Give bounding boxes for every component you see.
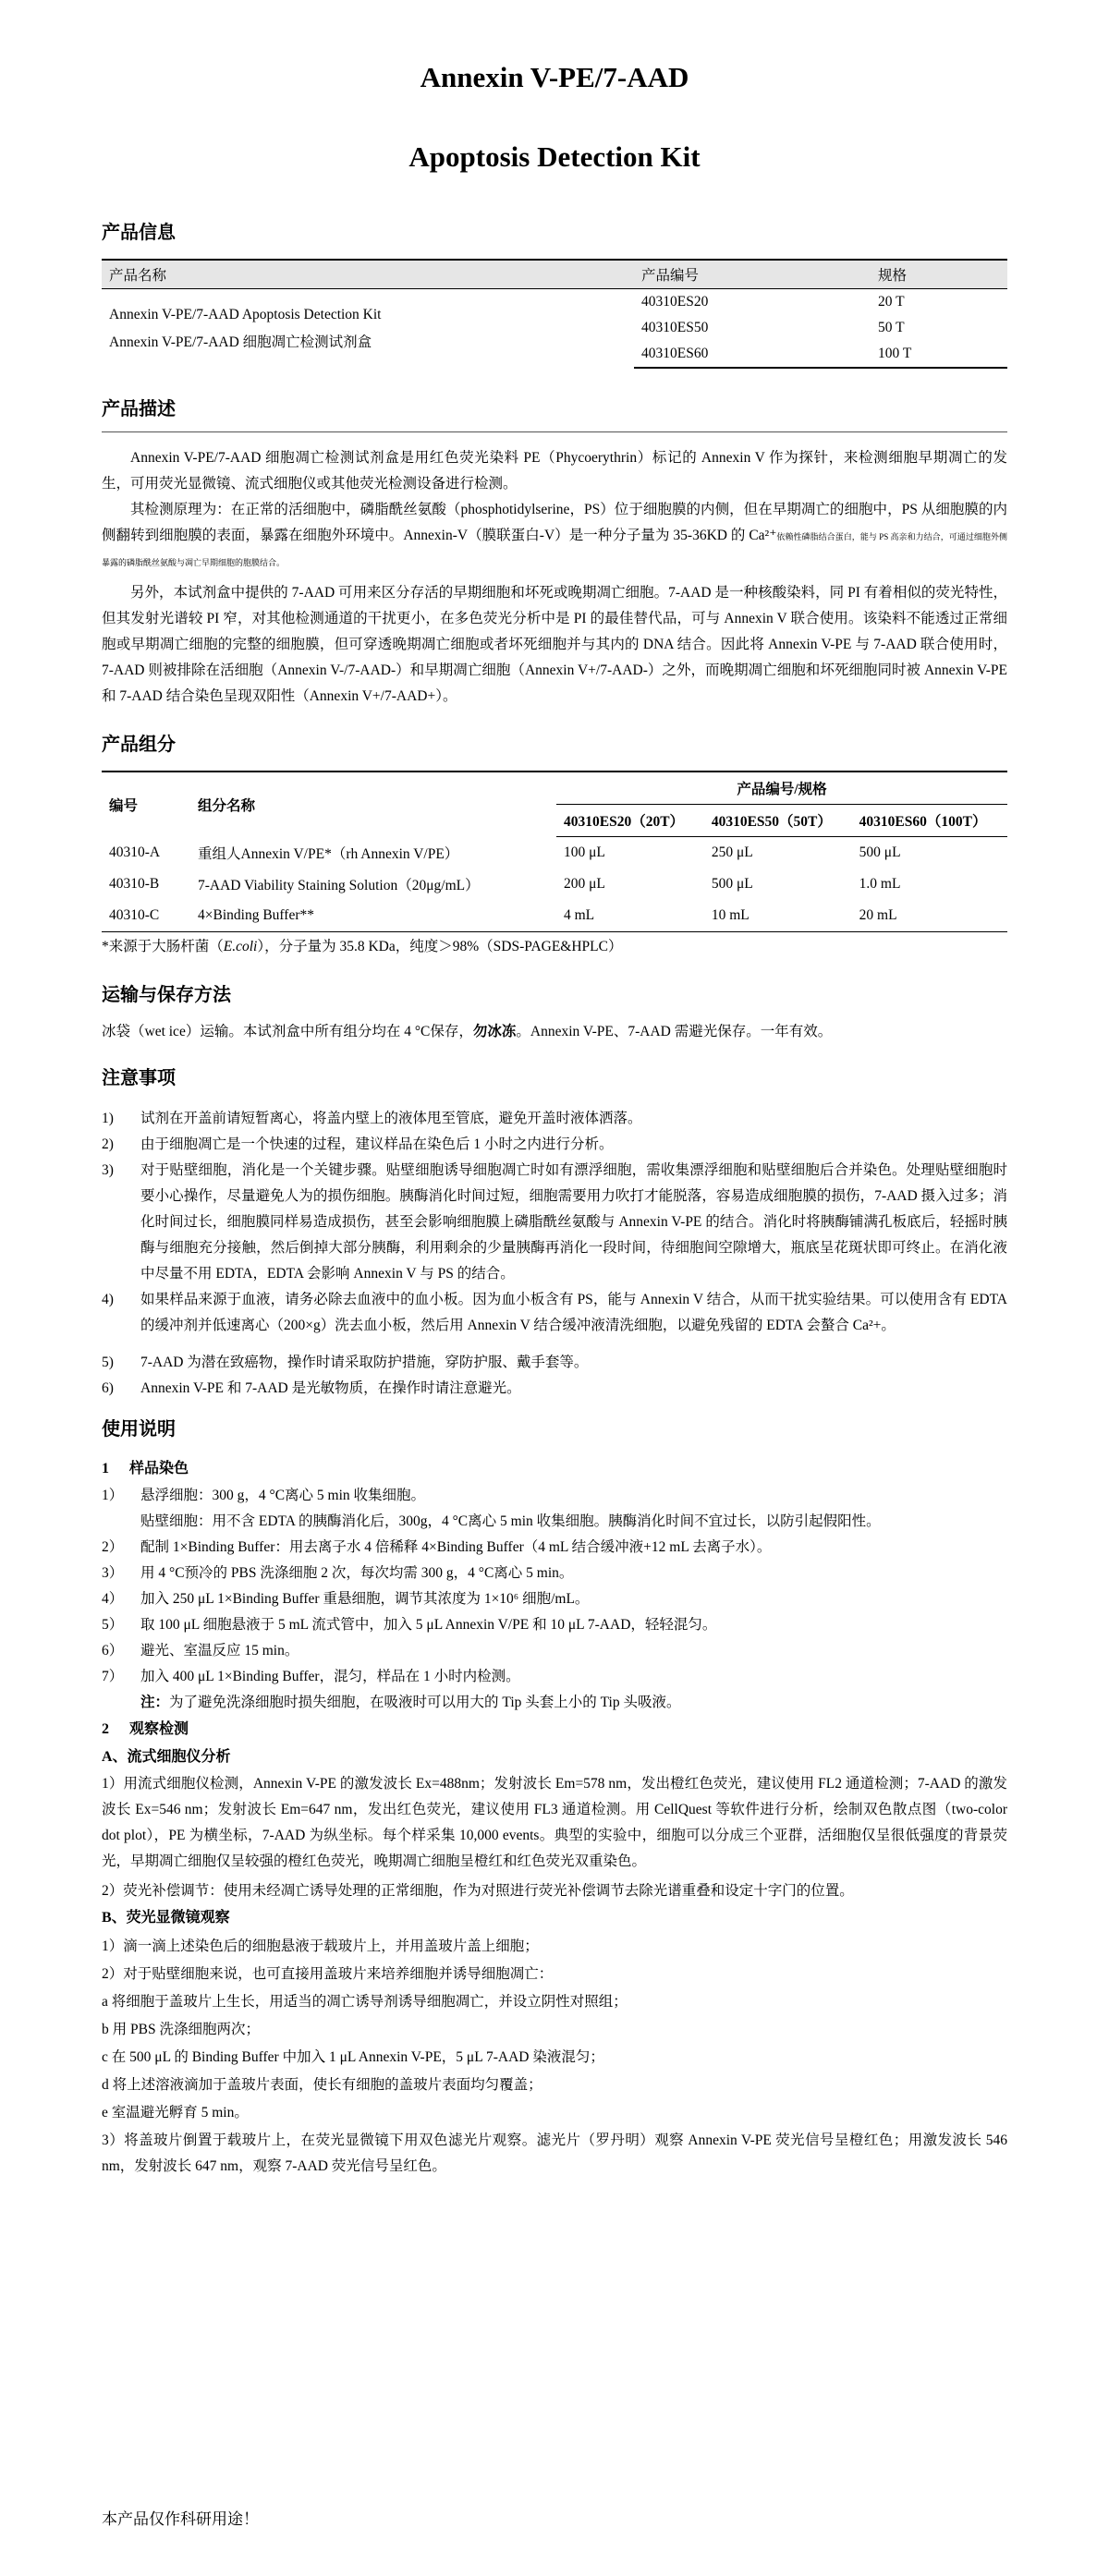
item-number [102, 1509, 140, 1535]
component-volume: 100 μL [564, 844, 605, 860]
component-volume: 500 μL [859, 844, 901, 860]
item-number: 5) [102, 1355, 114, 1370]
header-es20: 40310ES20（20T） [556, 805, 704, 837]
product-spec: 100 T [871, 341, 1007, 368]
item-number: 3) [102, 1162, 114, 1178]
description-p2-text: 其检测原理为：在正常的活细胞中，磷脂酰丝氨酸（phosphotidylserine，PS）位于细胞膜的内侧，但在早期凋亡的细胞中，PS 从细胞膜的内侧翻转到细胞膜的表面，暴露在细胞外环境中。Annexin-V（膜联蛋白-V）是一种分子量为 35-36KD 的 Ca²⁺ [102, 502, 1007, 543]
list-item [102, 1376, 1007, 1402]
step-1-note [102, 1690, 1007, 1716]
heading-description: 产品描述 [102, 396, 1007, 432]
list-item [102, 1158, 1007, 1287]
product-code: 40310ES50 [641, 320, 709, 335]
item-text: 悬浮细胞：300 g，4 °C离心 5 min 收集细胞。 [140, 1488, 426, 1503]
list-item [102, 1483, 1007, 1509]
component-volume: 1.0 mL [859, 876, 901, 892]
item-text: 贴壁细胞：用不含 EDTA 的胰酶消化后，300g，4 °C离心 5 min 收集细胞。胰酶消化时间不宜过长，以防引起假阳性。 [140, 1513, 881, 1529]
microscopy-item: 1）滴一滴上述染色后的细胞悬液于载玻片上，并用盖玻片盖上细胞； [102, 1938, 539, 1954]
product-name-en: Annexin V-PE/7-AAD Apoptosis Detection Kit [109, 306, 382, 322]
component-volume: 4 mL [556, 900, 704, 932]
item-number: 4) [102, 1292, 114, 1307]
table-row [102, 900, 1007, 932]
list-item [102, 1287, 1007, 1339]
item-text: 7-AAD 为潜在致癌物，操作时请采取防护措施，穿防护服、戴手套等。 [140, 1355, 589, 1370]
list-item [102, 1535, 1007, 1561]
table-row [102, 869, 1007, 900]
section-storage [102, 982, 1007, 1045]
item-text: 避光、室温反应 15 min。 [140, 1643, 299, 1659]
component-name: 4×Binding Buffer** [190, 900, 556, 932]
header-code-spec-group: 产品编号/规格 [737, 782, 827, 797]
list-item [102, 1664, 1007, 1690]
product-code: 40310ES20 [641, 294, 709, 310]
description-paragraph-1: Annexin V-PE/7-AAD 细胞凋亡检测试剂盒是用红色荧光染料 PE（Phycoerythrin）标记的 Annexin V 作为探针，来检测细胞早期凋亡的发生，可用荧光显微镜、流式细胞仪或其他荧光检测设备进行检测。 [102, 450, 1007, 492]
step-2-heading [102, 1716, 1007, 1744]
header-es60: 40310ES60（100T） [852, 805, 1007, 837]
item-text: 加入 250 μL 1×Binding Buffer 重悬细胞，调节其浓度为 1×10⁶ 细胞/mL。 [140, 1591, 590, 1607]
flow-cytometry-heading: A、流式细胞仪分析 [102, 1749, 231, 1765]
note-label: 注： [140, 1695, 170, 1710]
header-component-name: 组分名称 [198, 797, 256, 814]
header-number: 编号 [109, 797, 139, 814]
component-number: 40310-C [102, 900, 190, 932]
header-product-name: 产品名称 [102, 260, 634, 289]
section-usage [102, 1416, 1007, 2180]
footnote-part: *来源于大肠杆菌（ [102, 939, 224, 954]
item-number: 6) [102, 1380, 114, 1396]
step-number: 2 [102, 1721, 109, 1737]
table-row [102, 837, 1007, 869]
item-text: 用 4 °C预冷的 PBS 洗涤细胞 2 次，每次均需 300 g，4 °C离心 5 min。 [140, 1565, 574, 1581]
component-volume: 500 μL [711, 876, 753, 892]
product-code: 40310ES60 [634, 341, 871, 368]
microscopy-item: 2）对于贴壁细胞来说，也可直接用盖玻片来培养细胞并诱导细胞凋亡： [102, 1966, 554, 1982]
list-item [102, 1106, 1007, 1132]
storage-text [102, 1019, 1007, 1045]
item-number: 1） [102, 1488, 124, 1503]
heading-storage: 运输与保存方法 [102, 985, 231, 1005]
product-info-table [102, 259, 1007, 369]
component-volume: 200 μL [564, 876, 605, 892]
components-footnote [102, 934, 1007, 960]
note-text: 为了避免洗涤细胞时损失细胞，在吸液时可以用大的 Tip 头套上小的 Tip 头吸液。 [169, 1695, 681, 1710]
step-1-heading [102, 1455, 1007, 1483]
flow-cytometry-paragraph-1: 1）用流式细胞仪检测，Annexin V-PE 的激发波长 Ex=488nm；发射波长 Em=578 nm，发出橙红色荧光，建议使用 FL2 通道检测；7-AAD 的激发波长 Ex=546 nm；发射波长 Em=647 nm，发出红色荧光，建议使用 FL3 通道检测。用 CellQuest 等软件进行分析，绘制双色散点图（two-color dot plot），PE 为横坐标，7-AAD 为纵坐标。每个样采集 10,000 events。典型的实验中，细胞可以分成三个亚群，活细胞仅呈很低强度的背景荧光，早期凋亡细胞仅呈较强的橙红色荧光，晚期凋亡细胞呈橙红和红色荧光双重染色。 [102, 1776, 1007, 1869]
component-volume: 250 μL [711, 844, 753, 860]
table-row [102, 289, 1007, 316]
component-name: 重组人Annexin V/PE*（rh Annexin V/PE） [198, 845, 459, 862]
description-p2-small-text: 依赖性磷脂结合蛋白，能与 PS 高亲和力结合，可通过细胞外侧暴露的磷脂酰丝氨酸与凋亡早期细胞的胞膜结合。 [102, 532, 1007, 567]
list-item [102, 1638, 1007, 1664]
item-number: 5） [102, 1617, 124, 1633]
component-volume: 20 mL [852, 900, 1007, 932]
product-name-cn: Annexin V-PE/7-AAD 细胞凋亡检测试剂盒 [109, 334, 372, 350]
heading-usage: 使用说明 [102, 1419, 176, 1440]
component-number: 40310-B [109, 876, 160, 892]
title-line-1: Annexin V-PE/7-AAD [420, 61, 689, 93]
component-number: 40310-A [109, 844, 161, 860]
product-spec: 50 T [878, 320, 905, 335]
components-table [102, 771, 1007, 932]
item-number: 2) [102, 1136, 114, 1152]
footnote-italic: E.coli [223, 939, 258, 954]
section-product-info [102, 220, 1007, 369]
microscopy-item: c 在 500 μL 的 Binding Buffer 中加入 1 μL Annexin V-PE，5 μL 7-AAD 染液混匀； [102, 2049, 604, 2065]
header-product-code: 产品编号 [634, 260, 871, 289]
section-description [102, 396, 1007, 710]
microscopy-heading: B、荧光显微镜观察 [102, 1910, 230, 1926]
description-paragraph-2 [102, 497, 1007, 575]
title-line-2: Apoptosis Detection Kit [408, 140, 701, 173]
item-number: 3） [102, 1565, 124, 1581]
list-item [102, 1561, 1007, 1586]
step-title: 观察检测 [129, 1721, 189, 1737]
item-text: 对于贴壁细胞，消化是一个关键步骤。贴壁细胞诱导细胞凋亡时如有漂浮细胞，需收集漂浮细胞和贴壁细胞后合并染色。处理贴壁细胞时要小心操作，尽量避免人为的损伤细胞。胰酶消化时间过短，细胞需要用力吹打才能脱落，容易造成细胞膜的损伤，7-AAD 摄入过多；消化时间过长，细胞膜同样易造成损伤，甚至会影响细胞膜上磷脂酰丝氨酸与 Annexin V-PE 的结合。消化时将胰酶铺满孔板底后，轻摇时胰酶与细胞充分接触，然后倒掉大部分胰酶，利用剩余的少量胰酶再消化一段时间，待细胞间空隙增大，瓶底呈花斑状即可终止。在消化液中尽量不用 EDTA，EDTA 会影响 Annexin V 与 PS 的结合。 [140, 1162, 1007, 1282]
list-item [102, 1612, 1007, 1638]
footnote-part: ），分子量为 35.8 KDa，纯度＞98%（SDS-PAGE&HPLC） [257, 939, 623, 954]
footer-research-only: 本产品仅作科研用途！ [102, 2510, 259, 2528]
item-number: 6） [102, 1643, 124, 1659]
list-item [102, 1509, 1007, 1535]
product-name-cell [102, 289, 634, 369]
item-text: 由于细胞凋亡是一个快速的过程，建议样品在染色后 1 小时之内进行分析。 [140, 1136, 614, 1152]
description-paragraph-3: 另外，本试剂盒中提供的 7-AAD 可用来区分存活的早期细胞和坏死或晚期凋亡细胞。7-AAD 是一种核酸染料，同 PI 有着相似的荧光特性，但其发射光谱较 PI 窄，对其他检测通道的干扰更小，在多色荧光分析中是 PI 的最佳替代品，可与 Annexin V 联合使用。该染料不能透过正常细胞或早期凋亡细胞的完整的细胞膜，但可穿透晚期凋亡细胞或者坏死细胞并与其内的 DNA 结合。因此将 Annexin V-PE 与 7-AAD 联合使用时，7-AAD 则被排除在活细胞（Annexin V-/7-AAD-）和早期凋亡细胞（Annexin V+/7-AAD-）之外，而晚期凋亡细胞和坏死细胞同时被 Annexin V-PE 和 7-AAD 结合染色呈现双阳性（Annexin V+/7-AAD+）。 [102, 585, 1007, 704]
header-spec: 规格 [871, 260, 1007, 289]
microscopy-item: e 室温避光孵育 5 min。 [102, 2105, 249, 2120]
component-name: 7-AAD Viability Staining Solution（20μg/mL） [198, 878, 480, 893]
item-text: 加入 400 μL 1×Binding Buffer，混匀，样品在 1 小时内检测。 [140, 1669, 520, 1684]
heading-notes: 注意事项 [102, 1068, 176, 1088]
storage-part: 冰袋（wet ice）运输。本试剂盒中所有组分均在 4 °C保存， [102, 1024, 473, 1039]
item-text: Annexin V-PE 和 7-AAD 是光敏物质，在操作时请注意避光。 [140, 1380, 521, 1396]
heading-components: 产品组分 [102, 735, 176, 755]
item-number: 1) [102, 1111, 114, 1126]
flow-cytometry-paragraph-2: 2）荧光补偿调节：使用未经凋亡诱导处理的正常细胞，作为对照进行荧光补偿调节去除光谱重叠和设定十字门的位置。 [102, 1883, 854, 1899]
step-number: 1 [102, 1461, 109, 1476]
microscopy-item: b 用 PBS 洗涤细胞两次； [102, 2022, 260, 2037]
list-item [102, 1132, 1007, 1158]
list-item [102, 1350, 1007, 1376]
product-spec: 20 T [878, 294, 905, 310]
item-number: 2） [102, 1539, 124, 1555]
step-title: 样品染色 [129, 1461, 189, 1476]
section-components [102, 732, 1007, 960]
item-text: 试剂在开盖前请短暂离心，将盖内壁上的液体甩至管底，避免开盖时液体洒落。 [140, 1111, 642, 1126]
header-es50: 40310ES50（50T） [704, 805, 852, 837]
item-text: 配制 1×Binding Buffer：用去离子水 4 倍稀释 4×Binding Buffer（4 mL 结合缓冲液+12 mL 去离子水）。 [140, 1539, 772, 1555]
item-text: 取 100 μL 细胞悬液于 5 mL 流式管中，加入 5 μL Annexin V/PE 和 10 μL 7-AAD，轻轻混匀。 [140, 1617, 717, 1633]
microscopy-item: d 将上述溶液滴加于盖玻片表面，使长有细胞的盖玻片表面均匀覆盖； [102, 2077, 542, 2093]
storage-bold: 勿冰冻 [472, 1024, 517, 1039]
list-item [102, 1586, 1007, 1612]
microscopy-item: a 将细胞于盖玻片上生长，用适当的凋亡诱导剂诱导细胞凋亡，并设立阴性对照组； [102, 1994, 628, 2010]
item-number: 4） [102, 1591, 124, 1607]
item-number: 7） [102, 1669, 124, 1684]
storage-part: 。Annexin V-PE、7-AAD 需避光保存。一年有效。 [516, 1024, 833, 1039]
heading-product-info: 产品信息 [102, 223, 176, 243]
section-notes [102, 1065, 1007, 1402]
microscopy-item: 3）将盖玻片倒置于载玻片上，在荧光显微镜下用双色滤光片观察。滤光片（罗丹明）观察 Annexin V-PE 荧光信号呈橙红色；用激发波长 546 nm，发射波长 647 nm，观察 7-AAD 荧光信号呈红色。 [102, 2132, 1007, 2174]
item-text: 如果样品来源于血液，请务必除去血液中的血小板。因为血小板含有 PS，能与 Annexin V 结合，从而干扰实验结果。可以使用含有 EDTA 的缓冲剂并低速离心（200×g）洗去血小板，然后用 Annexin V 结合缓冲液清洗细胞，以避免残留的 EDTA 会螯合 Ca²+。 [140, 1292, 1007, 1333]
component-volume: 10 mL [704, 900, 852, 932]
